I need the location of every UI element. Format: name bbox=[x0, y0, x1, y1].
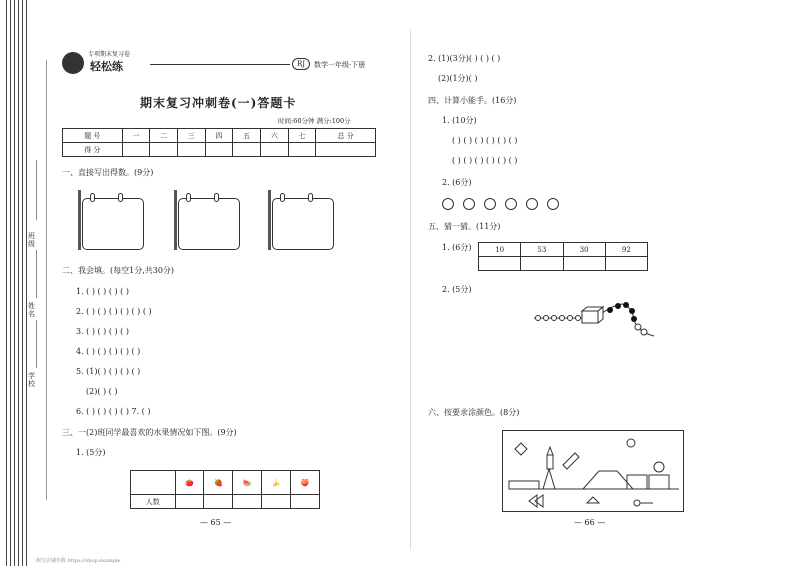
board-post bbox=[268, 190, 271, 250]
ring-icon bbox=[280, 193, 285, 202]
ring-icon bbox=[186, 193, 191, 202]
edition-badge: RJ bbox=[292, 58, 310, 70]
fill-line-4[interactable]: 4. ( ) ( ) ( ) ( ) ( ) bbox=[76, 347, 141, 356]
table-row bbox=[131, 495, 320, 509]
banana-icon: 🍌 bbox=[262, 471, 291, 495]
table-cell bbox=[131, 471, 176, 495]
page-number-right: — 66 — bbox=[574, 518, 606, 527]
watermelon-icon: 🍉 bbox=[233, 471, 262, 495]
page-number-left: — 65 — bbox=[200, 518, 232, 527]
score-input-cell[interactable] bbox=[260, 143, 288, 157]
binding-line bbox=[18, 0, 19, 566]
peach-icon: 🍑 bbox=[291, 471, 320, 495]
table-row bbox=[479, 243, 648, 257]
fill-line-5-2[interactable]: (2)( ) ( ) bbox=[86, 387, 118, 396]
score-input-cell[interactable] bbox=[233, 143, 261, 157]
compare-circle[interactable] bbox=[442, 198, 454, 210]
class-label: 班级 bbox=[28, 232, 35, 248]
score-input-cell[interactable] bbox=[177, 143, 205, 157]
section-4-title: 四、计算小能手。(16分) bbox=[428, 96, 517, 105]
fill-line-1[interactable]: 1. ( ) ( ) ( ) ( ) bbox=[76, 287, 129, 296]
ring-icon bbox=[214, 193, 219, 202]
fill-line-6-7[interactable]: 6. ( ) ( ) ( ) ( ) 7. ( ) bbox=[76, 407, 151, 416]
score-input-cell[interactable] bbox=[288, 143, 316, 157]
school-label: 学校 bbox=[28, 372, 35, 388]
section-6-title: 六、按要求涂颜色。(8分) bbox=[428, 408, 520, 417]
answer-cell[interactable] bbox=[479, 257, 521, 271]
ring-icon bbox=[90, 193, 95, 202]
strawberry-icon: 🍓 bbox=[204, 471, 233, 495]
count-input-cell[interactable] bbox=[262, 495, 291, 509]
page-title: 期末复习冲刺卷(一)答题卡 bbox=[140, 96, 297, 110]
logo-swirl-icon bbox=[62, 52, 84, 74]
score-table bbox=[62, 128, 376, 157]
answer-board[interactable] bbox=[82, 198, 144, 250]
coloring-picture[interactable] bbox=[502, 430, 684, 512]
table-cell: 10 bbox=[479, 243, 521, 257]
table-cell: 53 bbox=[521, 243, 563, 257]
table-cell: 六 bbox=[260, 129, 288, 143]
table-cell: 二 bbox=[150, 129, 178, 143]
class-line bbox=[36, 160, 37, 220]
answer-board[interactable] bbox=[272, 198, 334, 250]
fill-line-3[interactable]: 3. ( ) ( ) ( ) ( ) bbox=[76, 327, 129, 336]
compare-circle[interactable] bbox=[547, 198, 559, 210]
compare-circle[interactable] bbox=[526, 198, 538, 210]
answer-cell[interactable] bbox=[521, 257, 563, 271]
table-row bbox=[63, 129, 376, 143]
subject-label: 数学一年级·下册 bbox=[314, 61, 366, 69]
bead-string-figure bbox=[530, 296, 660, 346]
fill-line-2[interactable]: 2. ( ) ( ) ( ) ( ) ( ) ( ) bbox=[76, 307, 152, 316]
page-divider bbox=[410, 30, 411, 550]
section-5-1: 1. (6分) bbox=[442, 243, 472, 252]
section-5-2: 2. (5分) bbox=[442, 285, 472, 294]
table-cell: 七 bbox=[288, 129, 316, 143]
section-3-sub: 1. (5分) bbox=[76, 448, 106, 457]
series-logo bbox=[62, 50, 152, 76]
table-cell: 五 bbox=[233, 129, 261, 143]
q2-1-line[interactable]: 2. (1)(3分)( ) ( ) ( ) bbox=[428, 54, 501, 63]
score-input-cell[interactable] bbox=[205, 143, 233, 157]
cut-line bbox=[46, 60, 47, 500]
score-input-cell[interactable] bbox=[150, 143, 178, 157]
name-line bbox=[36, 250, 37, 298]
table-row bbox=[131, 471, 320, 495]
section-4-1: 1. (10分) bbox=[442, 116, 477, 125]
board-post bbox=[78, 190, 81, 250]
board-post bbox=[174, 190, 177, 250]
binding-line bbox=[22, 0, 23, 566]
compare-circle[interactable] bbox=[484, 198, 496, 210]
ring-icon bbox=[118, 193, 123, 202]
count-input-cell[interactable] bbox=[233, 495, 262, 509]
section-2-title: 二、我会填。(每空1分,共30分) bbox=[62, 266, 175, 275]
header-rule bbox=[150, 64, 290, 65]
compare-circle[interactable] bbox=[463, 198, 475, 210]
table-cell: 30 bbox=[563, 243, 605, 257]
answer-cell[interactable] bbox=[605, 257, 647, 271]
calc-line-1[interactable]: ( ) ( ) ( ) ( ) ( ) ( ) bbox=[452, 136, 518, 145]
tomato-icon: 🍅 bbox=[175, 471, 204, 495]
compare-circle[interactable] bbox=[505, 198, 517, 210]
fruit-row-label: 人数 bbox=[131, 495, 176, 509]
binding-line bbox=[6, 0, 7, 566]
table-row bbox=[479, 257, 648, 271]
section-4-2: 2. (6分) bbox=[442, 178, 472, 187]
time-info: 时间:60分钟 满分:100分 bbox=[278, 117, 351, 125]
table-cell: 三 bbox=[177, 129, 205, 143]
answer-board[interactable] bbox=[178, 198, 240, 250]
answer-cell[interactable] bbox=[563, 257, 605, 271]
fill-line-5-1[interactable]: 5. (1)( ) ( ) ( ) ( ) bbox=[76, 367, 141, 376]
table-cell: 四 bbox=[205, 129, 233, 143]
calc-line-2[interactable]: ( ) ( ) ( ) ( ) ( ) ( ) bbox=[452, 156, 518, 165]
series-big: 轻松练 bbox=[90, 60, 123, 73]
fruit-table bbox=[130, 470, 320, 509]
count-input-cell[interactable] bbox=[291, 495, 320, 509]
name-label: 姓名 bbox=[28, 302, 35, 318]
table-cell: 一 bbox=[122, 129, 150, 143]
score-input-cell[interactable] bbox=[122, 143, 150, 157]
coloring-shapes bbox=[503, 431, 683, 511]
table-cell: 题 号 bbox=[63, 129, 123, 143]
binding-line bbox=[14, 0, 15, 566]
school-line bbox=[36, 320, 37, 368]
section-1-title: 一、直接写出得数。(9分) bbox=[62, 168, 154, 177]
binding-line bbox=[26, 0, 27, 566]
count-input-cell[interactable] bbox=[204, 495, 233, 509]
ring-icon bbox=[308, 193, 313, 202]
binding-line bbox=[10, 0, 11, 566]
footer-watermark: 淘宝店铺名称 https://shop.example bbox=[36, 558, 121, 564]
section-3-title: 三、一(2)班同学最喜欢的水果情况如下图。(9分) bbox=[62, 428, 237, 437]
count-input-cell[interactable] bbox=[175, 495, 204, 509]
score-input-cell[interactable] bbox=[316, 143, 376, 157]
table-cell: 得 分 bbox=[63, 143, 123, 157]
table-cell: 92 bbox=[605, 243, 647, 257]
guess-table bbox=[478, 242, 648, 271]
series-small: 专项期末复习卷 bbox=[88, 51, 131, 58]
table-row bbox=[63, 143, 376, 157]
section-5-title: 五、猜一猜。(11分) bbox=[428, 222, 501, 231]
q2-2-line[interactable]: (2)(1分)( ) bbox=[438, 74, 478, 83]
table-cell: 总 分 bbox=[316, 129, 376, 143]
